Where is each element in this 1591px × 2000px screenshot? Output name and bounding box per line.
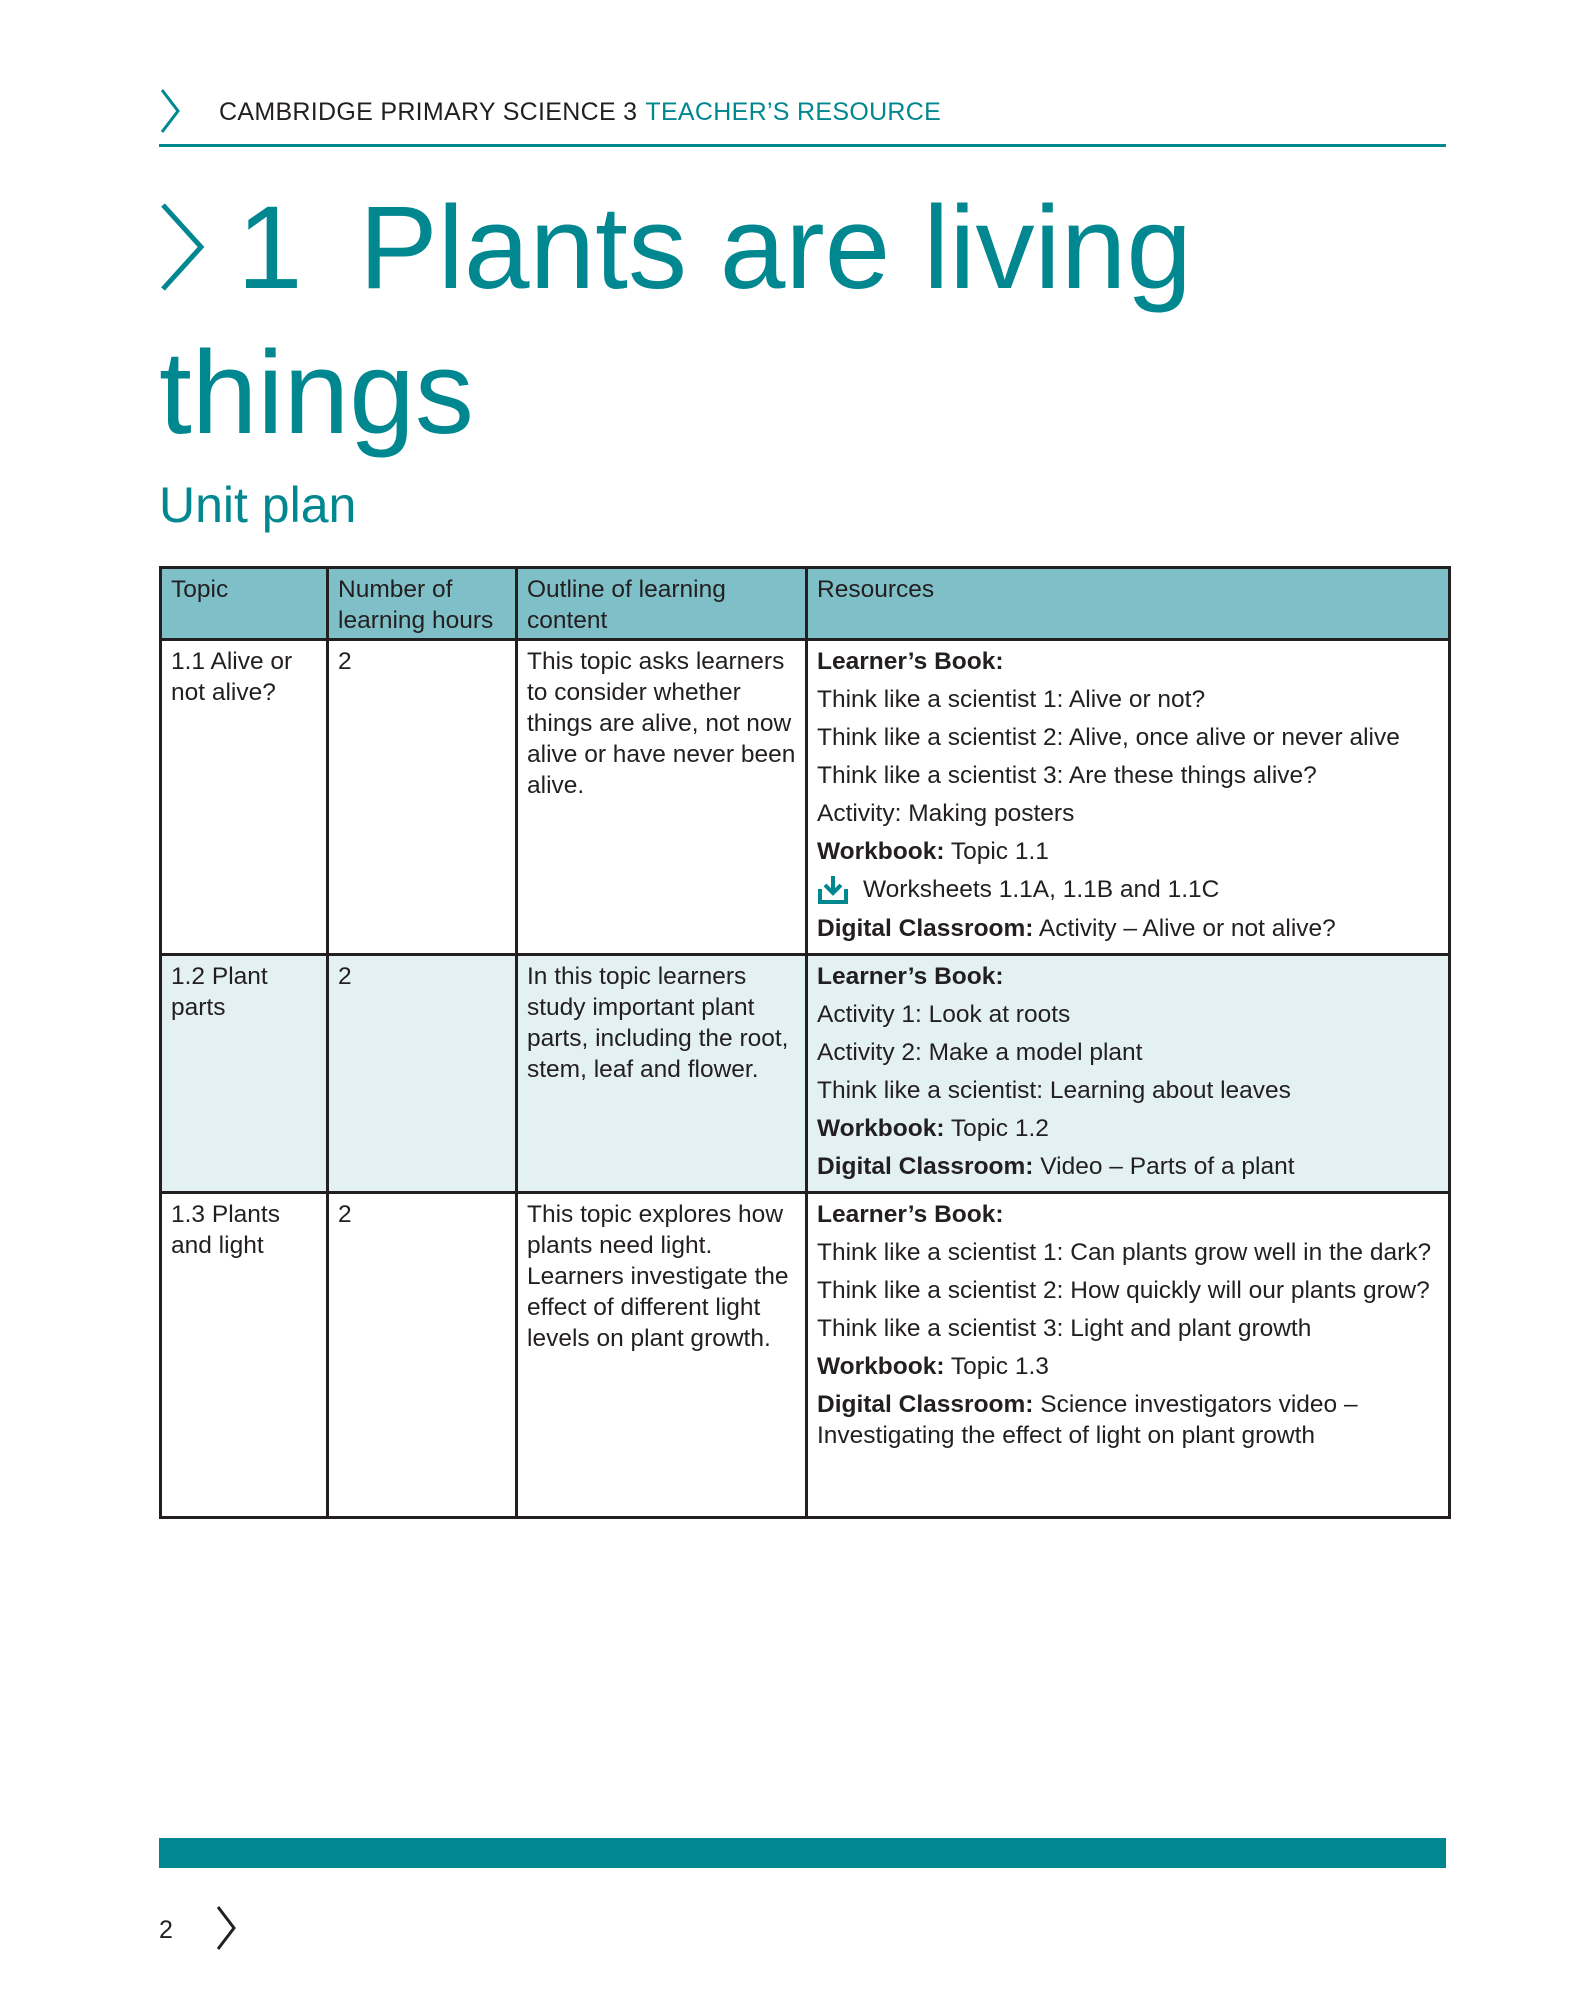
header-topic: Topic bbox=[161, 568, 328, 640]
resource-item: Think like a scientist 3: Light and plant growth bbox=[817, 1314, 1312, 1342]
workbook-label: Workbook: bbox=[817, 1114, 945, 1142]
table-row bbox=[161, 1192, 1450, 1517]
topic-cell: 1.3 Plants and light bbox=[161, 1192, 328, 1517]
workbook-label: Workbook: bbox=[817, 1352, 945, 1380]
unit-title-text: Plants are living bbox=[359, 182, 1192, 314]
header-hours: Number of learning hours bbox=[328, 568, 517, 640]
resource-item: Think like a scientist 2: Alive, once alive or never alive bbox=[817, 724, 1400, 751]
digital-value: Science investigators video – Investigating the effect of light on plant growth bbox=[817, 1390, 1358, 1449]
digital-value: Activity – Alive or not alive? bbox=[1033, 914, 1336, 942]
resource-label: TEACHER’S RESOURCE bbox=[645, 98, 942, 126]
digital-label: Digital Classroom: bbox=[817, 1390, 1034, 1418]
learners-book-label: Learner’s Book: bbox=[817, 962, 1004, 990]
outline-cell: This topic explores how plants need light. Learners investigate the effect of different light levels on plant growth. bbox=[517, 1192, 807, 1517]
topic-cell: 1.1 Alive or not alive? bbox=[161, 640, 328, 955]
header-outline: Outline of learning content bbox=[517, 568, 807, 640]
table-header-row bbox=[161, 568, 1450, 640]
running-header bbox=[159, 84, 1446, 146]
table-row bbox=[161, 640, 1450, 955]
resource-item: Think like a scientist 3: Are these things alive? bbox=[817, 762, 1317, 789]
workbook-line bbox=[817, 1113, 1439, 1144]
workbook-value: Topic 1.1 bbox=[944, 838, 1049, 865]
header-rule bbox=[159, 144, 1446, 147]
hours-cell: 2 bbox=[328, 954, 517, 1192]
book-title: CAMBRIDGE PRIMARY SCIENCE 3 bbox=[219, 98, 638, 126]
unit-title-line1 bbox=[237, 180, 1192, 316]
resource-item: Activity 1: Look at roots bbox=[817, 1000, 1071, 1028]
resource-item: Activity: Making posters bbox=[817, 800, 1075, 827]
learners-book-label: Learner’s Book: bbox=[817, 648, 1004, 675]
resource-item: Activity 2: Make a model plant bbox=[817, 1038, 1143, 1066]
workbook-label: Workbook: bbox=[817, 838, 945, 865]
resources-cell bbox=[807, 640, 1450, 955]
footer-bar bbox=[159, 1838, 1446, 1868]
chevron-right-icon bbox=[159, 88, 181, 139]
outline-cell: This topic asks learners to consider whether things are alive, not now alive or have never been alive. bbox=[517, 640, 807, 955]
digital-label: Digital Classroom: bbox=[817, 1152, 1034, 1180]
workbook-value: Topic 1.2 bbox=[944, 1114, 1049, 1142]
table-row bbox=[161, 954, 1450, 1192]
topic-cell: 1.2 Plant parts bbox=[161, 954, 328, 1192]
digital-label: Digital Classroom: bbox=[817, 914, 1034, 942]
header-resources: Resources bbox=[807, 568, 1450, 640]
hours-cell: 2 bbox=[328, 1192, 517, 1517]
header-title bbox=[219, 98, 941, 127]
chevron-right-icon bbox=[159, 202, 205, 297]
unit-plan-heading: Unit plan bbox=[159, 477, 357, 533]
workbook-value: Topic 1.3 bbox=[944, 1352, 1049, 1380]
outline-cell: In this topic learners study important plant parts, including the root, stem, leaf and flower. bbox=[517, 954, 807, 1192]
resource-item: Think like a scientist 1: Alive or not? bbox=[817, 686, 1206, 713]
hours-cell: 2 bbox=[328, 640, 517, 955]
unit-title-line2: things bbox=[159, 327, 474, 459]
resources-cell bbox=[807, 1192, 1450, 1517]
resources-cell bbox=[807, 954, 1450, 1192]
resource-item: Think like a scientist: Learning about leaves bbox=[817, 1076, 1291, 1104]
page-number: 2 bbox=[159, 1916, 173, 1944]
unit-plan-table bbox=[159, 566, 1451, 1519]
worksheets-text: Worksheets 1.1A, 1.1B and 1.1C bbox=[863, 876, 1220, 903]
workbook-line bbox=[817, 836, 1439, 867]
worksheet-download[interactable] bbox=[817, 874, 1219, 905]
digital-value: Video – Parts of a plant bbox=[1033, 1152, 1295, 1180]
learners-book-label: Learner’s Book: bbox=[817, 1200, 1004, 1228]
workbook-line bbox=[817, 1351, 1439, 1382]
digital-line bbox=[817, 1151, 1439, 1182]
download-icon[interactable] bbox=[817, 875, 849, 905]
digital-line bbox=[817, 913, 1439, 944]
chevron-right-icon bbox=[215, 1905, 237, 1956]
resource-item: Think like a scientist 1: Can plants grow well in the dark? bbox=[817, 1238, 1432, 1266]
resource-item: Think like a scientist 2: How quickly will our plants grow? bbox=[817, 1276, 1430, 1304]
unit-number: 1 bbox=[237, 182, 303, 314]
digital-line bbox=[817, 1389, 1439, 1451]
